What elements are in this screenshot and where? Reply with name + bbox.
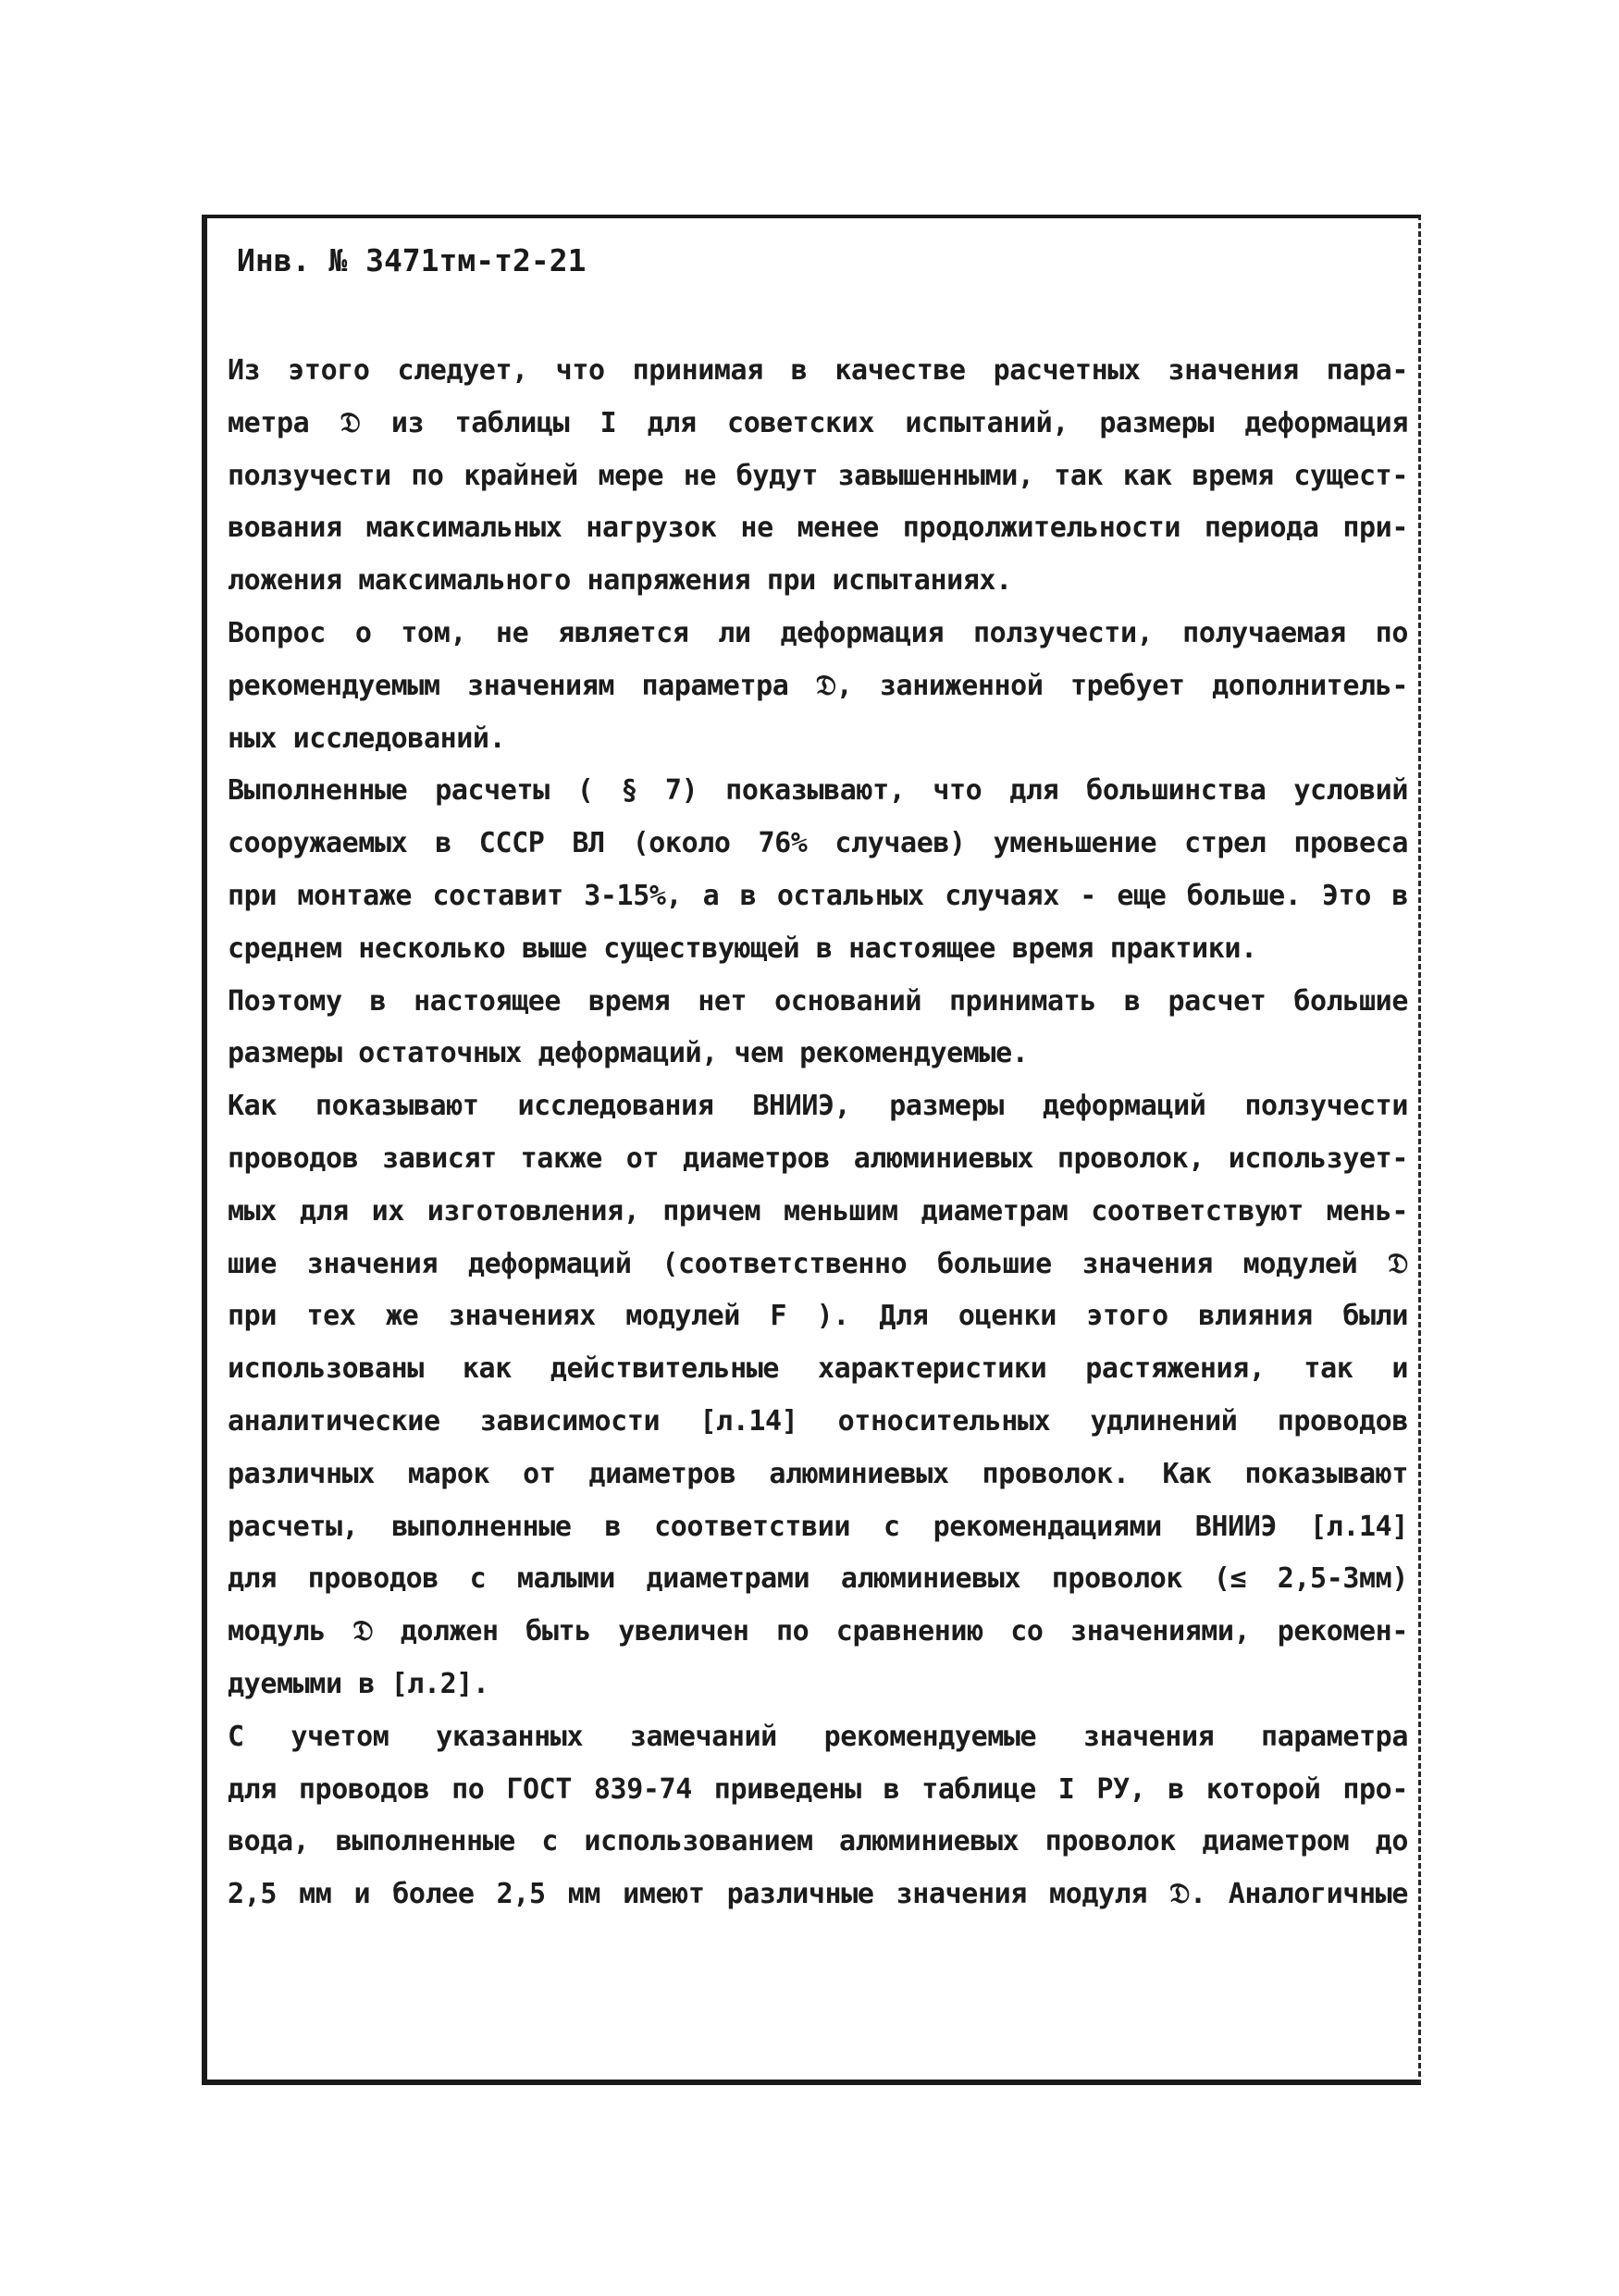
text-line: вования максимальных нагрузок не менее продолжительности периода при- [228, 512, 1408, 545]
text-line: 2,5 мм и более 2,5 мм имеют различные значения модуля 𝔇. Аналогичные [228, 1878, 1408, 1911]
text-line: размеры остаточных деформаций, чем рекомендуемые. [228, 1037, 1029, 1070]
text-line: при монтаже составит 3-15%, а в остальных случаях - еще больше. Это в [228, 880, 1408, 912]
text-line: ложения максимального напряжения при испытаниях. [228, 564, 1012, 598]
text-line: Как показывают исследования ВНИИЭ, размеры деформаций ползучести [228, 1090, 1408, 1123]
text-line: расчеты, выполненные в соответствии с рекомендациями ВНИИЭ [л.14] [228, 1510, 1408, 1543]
text-line: проводов зависят также от диаметров алюминиевых проволок, использует- [228, 1142, 1408, 1175]
text-line: использованы как действительные характеристики растяжения, так и [228, 1352, 1408, 1386]
text-line: С учетом указанных замечаний рекомендуемые значения параметра [228, 1720, 1408, 1753]
text-line: модуль 𝔇 должен быть увеличен по сравнению со значениями, рекомен- [228, 1615, 1408, 1648]
text-line: Выполненные расчеты ( § 7) показывают, что для большинства условий [228, 774, 1408, 808]
text-line: аналитические зависимости [л.14] относительных удлинений проводов [228, 1405, 1408, 1438]
text-line: для проводов с малыми диаметрами алюминиевых проволок (≤ 2,5-3мм) [228, 1562, 1408, 1596]
text-line: ных исследований. [228, 722, 506, 755]
text-line: Вопрос о том, не является ли деформация ползучести, получаемая по [228, 617, 1408, 649]
text-line: при тех же значениях модулей F ). Для оценки этого влияния были [228, 1300, 1408, 1333]
text-line: различных марок от диаметров алюминиевых проволок. Как показывают [228, 1457, 1408, 1490]
text-line: для проводов по ГОСТ 839-74 приведены в таблице I РУ, в которой про- [228, 1772, 1408, 1806]
inventory-number: Инв. № 3471тм-т2-21 [237, 242, 587, 278]
text-line: вода, выполненные с использованием алюминиевых проволок диаметром до [228, 1825, 1408, 1858]
text-line: Поэтому в настоящее время нет оснований принимать в расчет большие [228, 984, 1408, 1018]
text-line: Из этого следует, что принимая в качестве расчетных значения пара- [228, 354, 1408, 387]
text-line: мых для их изготовления, причем меньшим диаметрам соответствуют мень- [228, 1194, 1408, 1228]
text-line: метра 𝔇 из таблицы I для советских испытаний, размеры деформация [228, 406, 1408, 439]
text-line: ползучести по крайней мере не будут завышенными, так как время сущест- [228, 459, 1408, 492]
text-line: сооружаемых в СССР ВЛ (около 76% случаев) уменьшение стрел провеса [228, 827, 1408, 860]
text-line: среднем несколько выше существующей в настоящее время практики. [228, 932, 1257, 965]
text-line: шие значения деформаций (соответственно большие значения модулей 𝔇 [228, 1247, 1408, 1280]
text-line: дуемыми в [л.2]. [228, 1668, 489, 1700]
text-line: рекомендуемым значениям параметра 𝔇, заниженной требует дополнитель- [228, 669, 1408, 702]
